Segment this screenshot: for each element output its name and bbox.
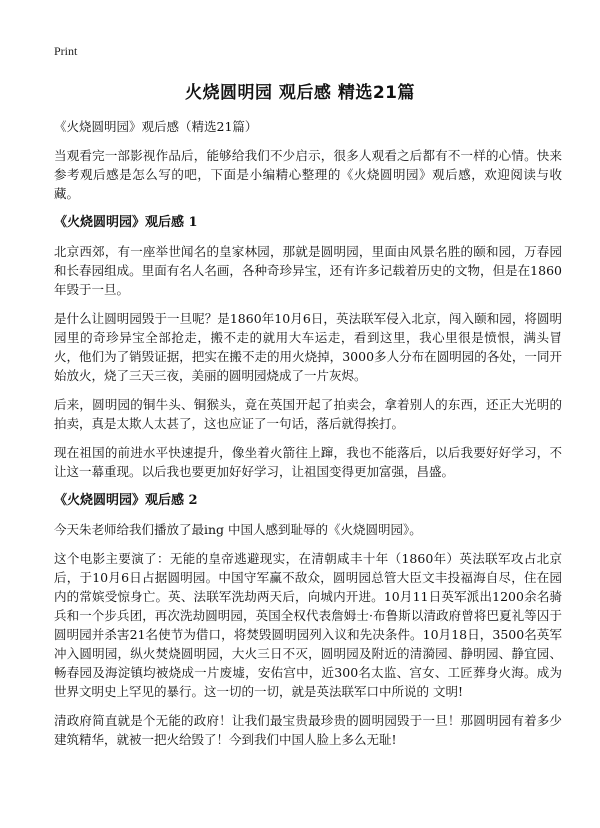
paragraph: 今天朱老师给我们播放了最ing 中国人感到耻辱的《火烧圆明园》。 xyxy=(54,522,422,537)
section-heading-2: 《火烧圆明园》观后感 2 xyxy=(54,493,198,508)
paragraph: 北京西郊，有一座举世闻名的皇家林园，那就是圆明园，里面由风景名胜的颐和园，万春园和长春园组成。里面有名人名画，各种奇珍异宝，还有许多记载着历史的文物，但是在1860年毁于一旦。 xyxy=(54,244,562,297)
article-body xyxy=(54,118,562,759)
paragraph: 是什么让圆明园毁于一旦呢？是1860年10月6日，英法联军侵入北京，闯入颐和园，将圆明园里的奇珍异宝全部抢走，搬不走的就用大车运走，看到这里，我心里很是愤恨，满头冒火，他们为了销毁证据，把实在搬不走的用火烧掉，3000多人分布在圆明园的各处，一同开始放火，烧了三天三夜，美丽的圆明园烧成了一片灰烬。 xyxy=(54,311,562,383)
paragraph: 现在祖国的前进水平快速提升，像坐着火箭往上蹿，我也不能落后，以后我要好好学习，不让这一幕重现。以后我也要更加好好学习，让祖国变得更加富强，昌盛。 xyxy=(54,445,562,479)
page-title: 火烧圆明园 观后感 精选21篇 xyxy=(185,83,415,103)
intro-paragraph: 当观看完一部影视作品后，能够给我们不少启示，很多人观看之后都有不一样的心情。快来参考观后感是怎么写的吧，下面是小编精心整理的《火烧圆明园》观后感，欢迎阅读与收藏。 xyxy=(54,148,562,201)
paragraph: 清政府简直就是个无能的政府！让我们最宝贵最珍贵的圆明园毁于一旦！那圆明园有着多少建筑精华，就被一把火给毁了！今到我们中国人脸上多么无耻! xyxy=(54,713,562,747)
print-link[interactable]: Print xyxy=(54,44,78,58)
section-heading-1: 《火烧圆明园》观后感 1 xyxy=(54,215,198,230)
paragraph: 这个电影主要演了：无能的皇帝逃避现实，在清朝咸丰十年（1860年）英法联军攻占北京后，于10月6日占据圆明园。中国守军赢不敌众，圆明园总管大臣文丰投福海自尽，住在园内的常嫔受惊身亡。英、法联军洗劫两天后，向城内开进。10月11日英军派出1200余名骑兵和一个步兵团，再次洗劫圆明园，英国全权代表詹姆士·布鲁斯以清政府曾将巴夏礼等囚于圆明园并杀害21名使节为借口，将焚毁圆明园列入议和先决条件。10月18日，3500名英军冲入圆明园，纵火焚烧圆明园，大火三日不灭，圆明园及附近的清漪园、静明园、静宜园、畅春园及海淀镇均被烧成一片废墟，安佑宫中，近300名太监、宫女、工匠葬身火海。成为世界文明史上罕见的暴行。这一切的一切，就是英法联军口中所说的 文明! xyxy=(54,551,562,699)
paragraph: 后来，圆明园的铜牛头、铜猴头，竟在英国开起了拍卖会，拿着别人的东西，还正大光明的拍卖，真是太欺人太甚了，这也应证了一句话，落后就得挨打。 xyxy=(54,397,562,431)
article-subtitle: 《火烧圆明园》观后感（精选21篇） xyxy=(54,119,258,134)
